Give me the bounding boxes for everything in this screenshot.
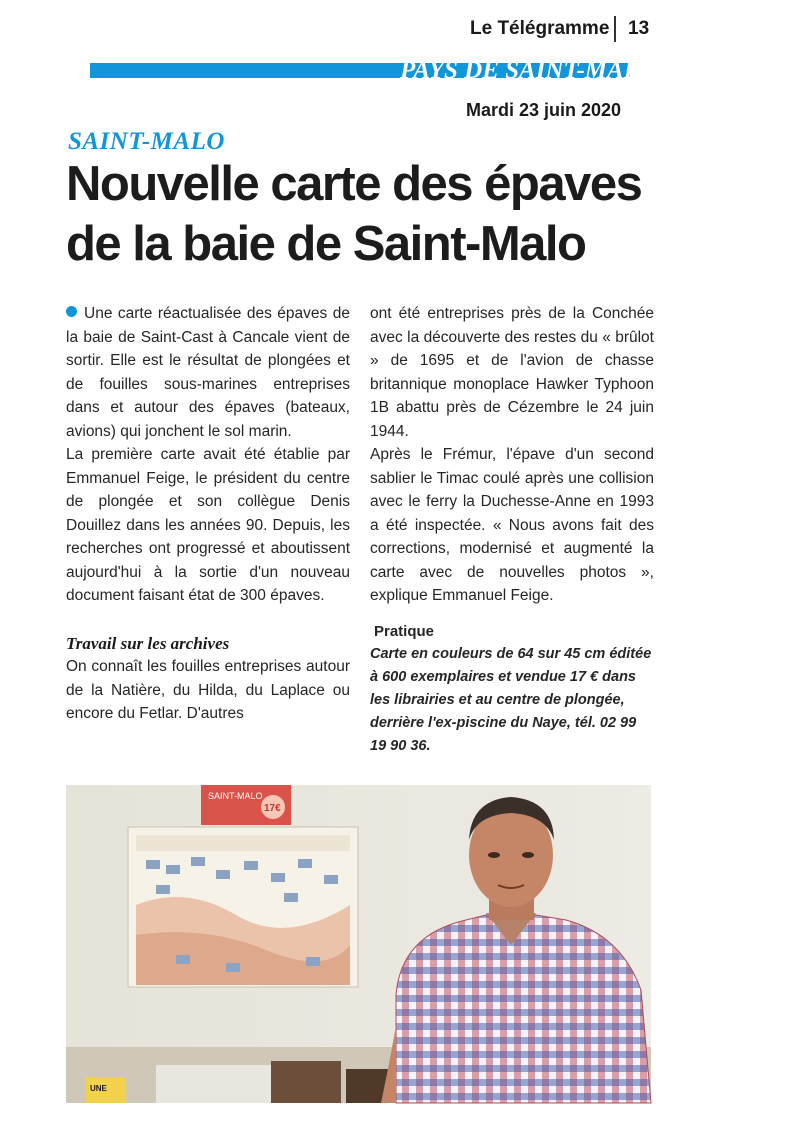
paragraph: La première carte avait été établie par Emmanuel Feige, le président du centre de plongée et son collègue Denis Douillez dans les années 90. Depuis, les recherches ont progressé et aboutissent aujourd'hui à la sortie d'un nouveau document faisant état de 300 épaves. <box>66 446 350 604</box>
section-subheading: Travail sur les archives <box>66 633 230 653</box>
newspaper-name: Le Télégramme <box>470 18 610 39</box>
bullet-icon <box>66 306 77 317</box>
lead-paragraph <box>66 302 350 443</box>
paragraph: On connaît les fouilles entreprises autour de la Natière, du Hilda, du Laplace ou encore du Fetlar. D'autres <box>66 658 350 722</box>
article-photo <box>66 785 651 1103</box>
page-number: 13 <box>628 18 650 39</box>
practical-info-title: Pratique <box>374 622 435 640</box>
article-headline <box>66 154 686 274</box>
book-label: UNE <box>90 1084 107 1093</box>
poster-tag-title: SAINT-MALO <box>208 791 263 801</box>
poster-tag <box>201 785 291 825</box>
article-column-2 <box>370 302 654 758</box>
article-kicker: SAINT-MALO <box>68 128 225 155</box>
article-column-1 <box>66 302 350 726</box>
headline-line-2: de la baie de Saint-Malo <box>66 217 586 271</box>
rubric-title: PAYS DE SAINT-MALO <box>400 57 658 84</box>
practical-info-text: Carte en couleurs de 64 sur 45 cm éditée à 600 exemplaires et vendue 17 € dans les librairies et au centre de plongée, derrière l'ex-piscine du Naye, tél. 02 99 19 90 36. <box>370 646 652 754</box>
lead-text: Une carte réactualisée des épaves de la baie de Saint-Cast à Cancale vient de sortir. Elle est le résultat de plongées et de fouilles sous-marines entreprises dans et autour des épaves (bateaux, avions) qui jonchent le sol marin. <box>66 305 350 440</box>
paragraph: Après le Frémur, l'épave d'un second sablier le Timac coulé après une collision avec le ferry la Duchesse-Anne en 1993 a été inspectée. « Nous avons fait des corrections, modernisé et augmenté la carte avec de nouvelles photos », explique Emmanuel Feige. <box>370 446 654 604</box>
paragraph: ont été entreprises près de la Conchée avec la découverte des restes du « brûlot » de 1695 et de l'avion de chasse britannique monoplace Hawker Typhoon 1B abattu près de Cézembre le 24 juin 1944. <box>370 305 654 440</box>
price-tag: 17€ <box>264 803 281 814</box>
wreck-map-poster <box>128 827 358 987</box>
issue-date: Mardi 23 juin 2020 <box>466 100 622 120</box>
headline-line-1: Nouvelle carte des épaves <box>66 157 642 211</box>
page-separator <box>614 16 616 42</box>
